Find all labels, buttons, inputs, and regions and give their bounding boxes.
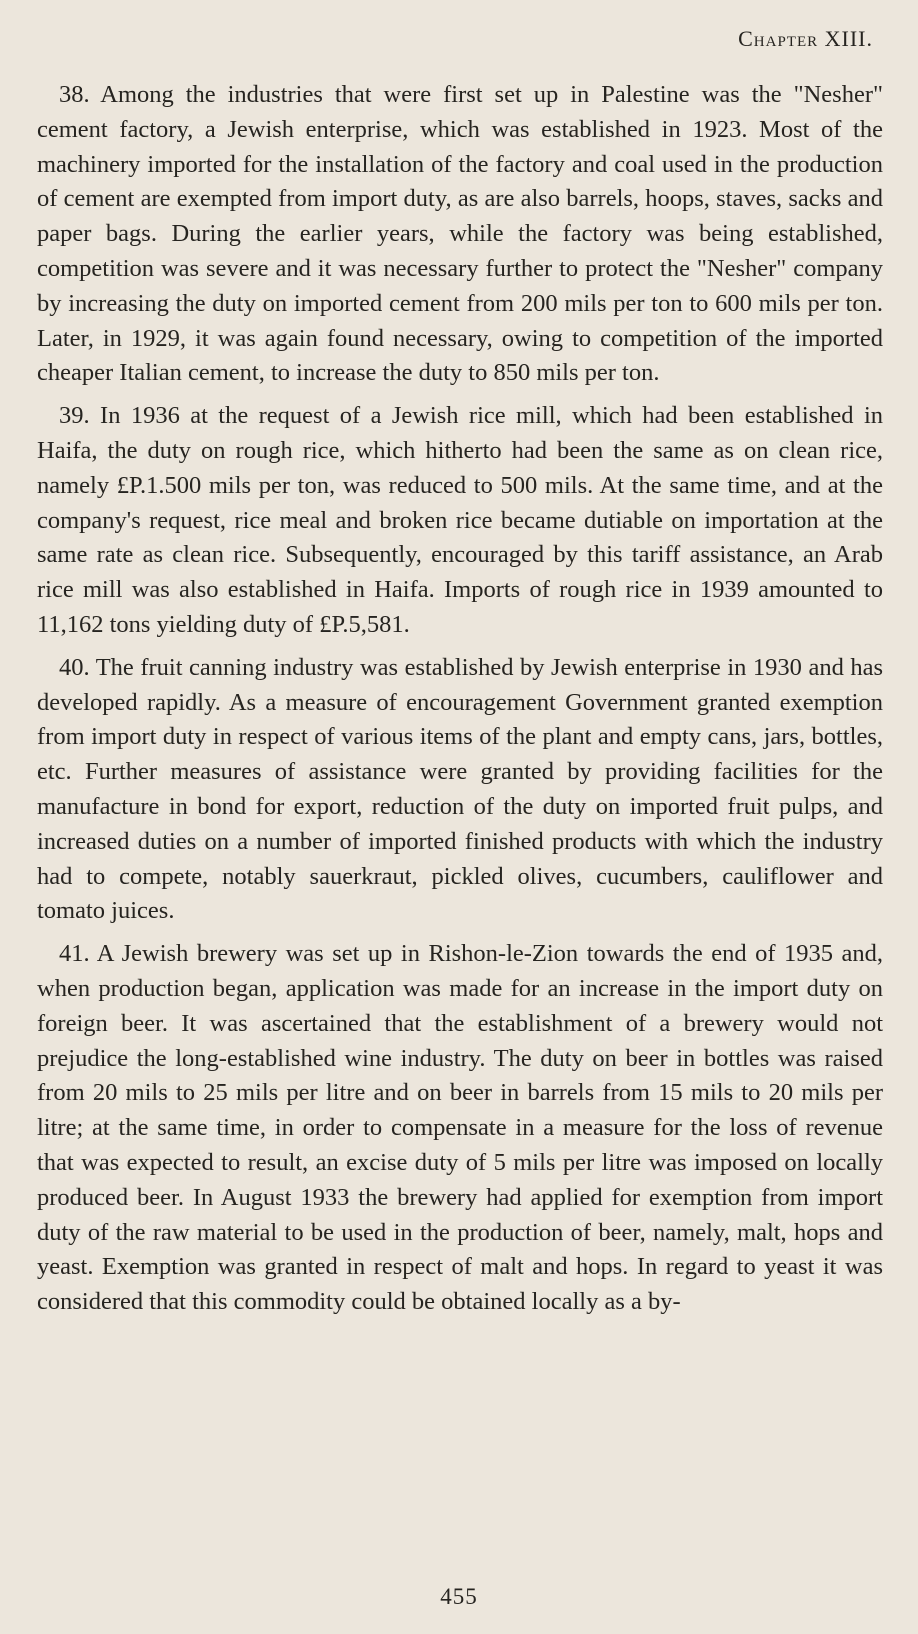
paragraph-39 <box>37 399 883 643</box>
chapter-header: Chapter XIII. <box>738 26 873 51</box>
paragraph-number: 40. <box>59 653 90 681</box>
paragraph-text: In 1936 at the request of a Jewish rice mill, which had been established in Haifa, the duty on rough rice, which hitherto had been the same as on clean rice, namely £P.1.500 mils per ton, was reduced to 500 mils. At the same time, and at the company's request, rice meal and broken rice became dutiable on importation at the same rate as clean rice. Subsequently, encouraged by this tariff assistance, an Arab rice mill was also established in Haifa. Imports of rough rice in 1939 amounted to 11,162 tons yielding duty of £P.5,581. <box>37 402 884 638</box>
paragraph-text: Among the industries that were first set up in Palestine was the "Nesher" cement factory, a Jewish enterprise, which was established in 1923. Most of the machinery imported for the installation of the factory and coal used in the production of cement are exempted from import duty, as are also barrels, hoops, staves, sacks and paper bags. During the earlier years, while the factory was being established, competition was severe and it was necessary further to protect the "Nesher" company by increasing the duty on imported cement from 200 mils per ton to 600 mils per ton. Later, in 1929, it was again found necessary, owing to competition of the imported cheaper Italian cement, to increase the duty to 850 mils per ton. <box>37 81 883 387</box>
paragraph-number: 39. <box>59 402 90 430</box>
paragraph-40 <box>37 651 883 929</box>
paragraph-38 <box>37 78 883 391</box>
paragraph-text: A Jewish brewery was set up in Rishon-le-Zion towards the end of 1935 and, when production began, application was made for an increase in the import duty on foreign beer. It was ascertained that the establishment of a brewery would not prejudice the long-established wine industry. The duty on beer in bottles was raised from 20 mils to 25 mils per litre and on beer in barrels from 15 mils to 20 mils per litre; at the same time, in order to compensate in a measure for the loss of revenue that was expected to result, an excise duty of 5 mils per litre was imposed on locally produced beer. In August 1933 the brewery had applied for exemption from import duty of the raw material to be used in the production of beer, namely, malt, hops and yeast. Exemption was granted in respect of malt and hops. In regard to yeast it was considered that this commodity could be obtained locally as a by- <box>37 940 883 1316</box>
body-text <box>37 78 883 1328</box>
page-number: 455 <box>440 1584 478 1609</box>
paragraph-41 <box>37 937 883 1320</box>
paragraph-text: The fruit canning industry was established by Jewish enterprise in 1930 and has developed rapidly. As a measure of encouragement Government granted exemption from import duty in respect of various items of the plant and empty cans, jars, bottles, etc. Further measures of assistance were granted by providing facilities for the manufacture in bond for export, reduction of the duty on imported fruit pulps, and increased duties on a number of imported finished products with which the industry had to compete, notably sauerkraut, pickled olives, cucumbers, cauliflower and tomato juices. <box>37 653 884 925</box>
paragraph-number: 38. <box>59 81 90 108</box>
paragraph-number: 41. <box>59 940 90 968</box>
